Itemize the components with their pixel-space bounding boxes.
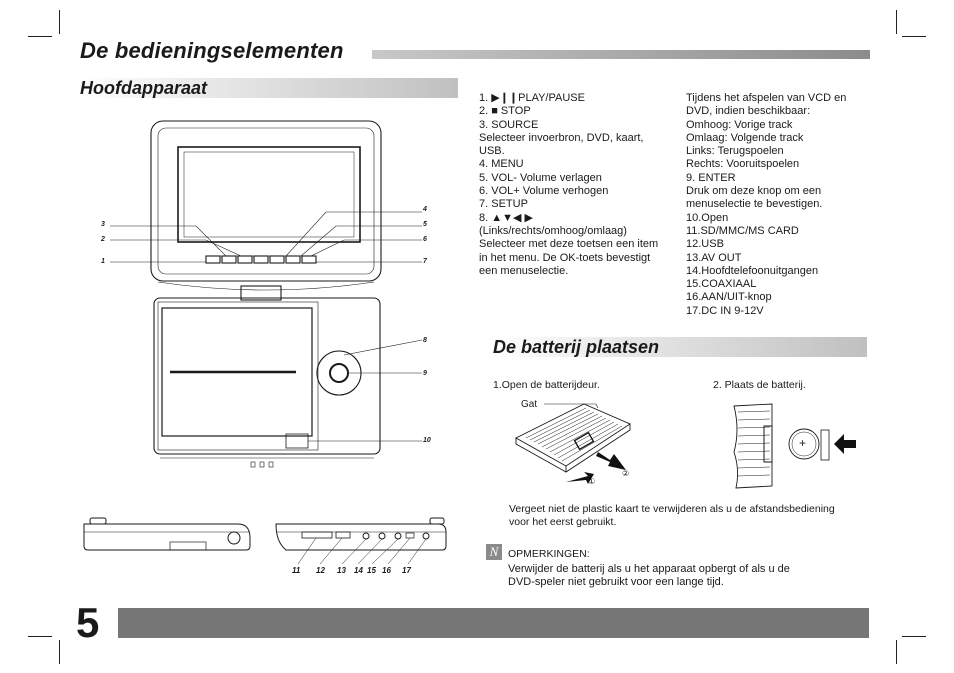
battery-door <box>575 433 594 450</box>
section-heading-bar <box>491 337 867 357</box>
callout-7: 7 <box>423 258 427 265</box>
button-source <box>238 256 252 263</box>
note-line2: DVD-speler niet gebruikt voor een lange tijd. <box>508 576 724 588</box>
controls-line: Links: Terugspoelen <box>686 145 784 158</box>
controls-list-col2 <box>686 92 846 318</box>
callout-2: 2 <box>101 236 105 243</box>
controls-line: 11.SD/MMC/MS CARD <box>686 224 799 237</box>
side-view-left <box>84 524 250 550</box>
callout-3: 3 <box>101 221 105 228</box>
note-icon: N <box>486 544 502 560</box>
controls-line: Selecteer met deze toetsen een item <box>479 238 659 251</box>
controls-line: Omhoog: Vorige track <box>686 118 793 131</box>
screen <box>178 147 360 242</box>
callout-17: 17 <box>402 566 411 575</box>
button-play <box>206 256 220 263</box>
controls-line: Rechts: Vooruitspoelen <box>686 158 800 171</box>
callout-4: 4 <box>423 206 427 213</box>
controls-list-col1 <box>479 92 658 278</box>
main-unit-illustration <box>96 116 442 476</box>
controls-line: Druk om deze knop om een <box>686 185 822 198</box>
controls-line: in het menu. De OK-toets bevestigt <box>479 251 651 264</box>
step-marker-2: ② <box>622 469 630 478</box>
note-title: OPMERKINGEN: <box>508 548 590 560</box>
controls-line: 15.COAXIAAL <box>686 278 757 291</box>
base-outline <box>154 298 380 454</box>
controls-line: Omlaag: Volgende track <box>686 131 804 144</box>
step-marker-1: ① <box>588 477 596 486</box>
callout-13: 13 <box>337 566 346 575</box>
crop-mark <box>902 36 926 37</box>
page-title: De bedieningselementen <box>80 38 344 63</box>
screen-inner <box>184 152 354 237</box>
controls-line: een menuselectie. <box>479 264 569 277</box>
battery-step2: 2. Plaats de batterij. <box>713 379 806 391</box>
button-menu <box>254 256 268 263</box>
side-view-right <box>276 524 446 550</box>
gat-label: Gat <box>521 399 538 410</box>
controls-line: 14.Hoofdtelefoonuitgangen <box>686 264 819 277</box>
reminder-line1: Vergeet niet de plastic kaart te verwijderen als u de afstandsbediening <box>509 503 835 515</box>
controls-line: Selecteer invoerbron, DVD, kaart, <box>479 131 644 144</box>
section-heading-main-unit: Hoofdapparaat <box>80 78 208 98</box>
crop-mark <box>896 10 897 34</box>
controls-line: 5. VOL- Volume verlagen <box>479 171 602 184</box>
callout-16: 16 <box>382 566 391 575</box>
controls-line: Tijdens het afspelen van VCD en <box>686 92 847 104</box>
note-line1: Verwijder de batterij als u het apparaat opbergt of als u de <box>508 563 790 575</box>
controls-line: 8. ▲▼◀ ▶ <box>479 211 533 224</box>
button-stop <box>222 256 236 263</box>
callout-9: 9 <box>423 370 427 377</box>
crop-mark <box>59 10 60 34</box>
controls-line: 4. MENU <box>479 158 524 171</box>
page-number: 5 <box>76 599 100 646</box>
button-setup <box>302 256 316 263</box>
battery-plus-label: + <box>799 436 807 450</box>
controls-line: 6. VOL+ Volume verhogen <box>479 185 609 198</box>
lid-outline <box>151 121 381 281</box>
button-vol-down <box>270 256 284 263</box>
title-rule <box>372 50 870 59</box>
controls-line: 13.AV OUT <box>686 251 742 264</box>
crop-mark <box>896 640 897 664</box>
controls-line: 2. ■ STOP <box>479 105 531 118</box>
crop-mark <box>28 36 52 37</box>
battery-step1: 1.Open de batterijdeur. <box>493 379 600 391</box>
section-heading-bar <box>78 78 458 98</box>
section-heading-battery: De batterij plaatsen <box>493 337 660 357</box>
callout-11: 11 <box>292 566 301 575</box>
controls-line: 10.Open <box>686 211 729 224</box>
controls-line: 12.USB <box>686 238 724 251</box>
callout-10: 10 <box>423 437 431 444</box>
crop-mark <box>28 636 52 637</box>
callout-1: 1 <box>101 258 105 265</box>
crop-mark <box>902 636 926 637</box>
callout-14: 14 <box>354 566 363 575</box>
enter-button <box>330 364 348 382</box>
controls-line: 16.AAN/UIT-knop <box>686 291 772 304</box>
arrow-slide-icon <box>596 452 626 470</box>
crop-mark <box>59 640 60 664</box>
controls-line: USB. <box>479 145 505 158</box>
reminder-line2: voor het eerst gebruikt. <box>509 516 617 528</box>
callout-15: 15 <box>367 566 376 575</box>
remote-open-illustration <box>510 396 640 488</box>
arrow-insert-icon <box>834 434 856 454</box>
footer-bar <box>118 608 869 638</box>
callout-8: 8 <box>423 337 427 344</box>
battery-insert-illustration <box>730 400 860 492</box>
controls-line: (Links/rechts/omhoog/omlaag) <box>479 224 627 237</box>
controls-line: 7. SETUP <box>479 198 528 211</box>
callout-6: 6 <box>423 236 427 243</box>
controls-line: 9. ENTER <box>686 171 736 184</box>
button-vol-up <box>286 256 300 263</box>
controls-line: 3. SOURCE <box>479 118 539 131</box>
controls-line: DVD, indien beschikbaar: <box>686 105 811 118</box>
controls-line: 1. ▶❙❙PLAY/PAUSE <box>479 92 585 104</box>
callout-12: 12 <box>316 566 325 575</box>
battery-slot <box>764 426 772 462</box>
lid-inner <box>158 128 374 274</box>
controls-line: 17.DC IN 9-12V <box>686 304 764 317</box>
side-views-illustration <box>80 512 450 568</box>
callout-5: 5 <box>423 221 427 228</box>
controls-line: menuselectie te bevestigen. <box>686 198 823 211</box>
